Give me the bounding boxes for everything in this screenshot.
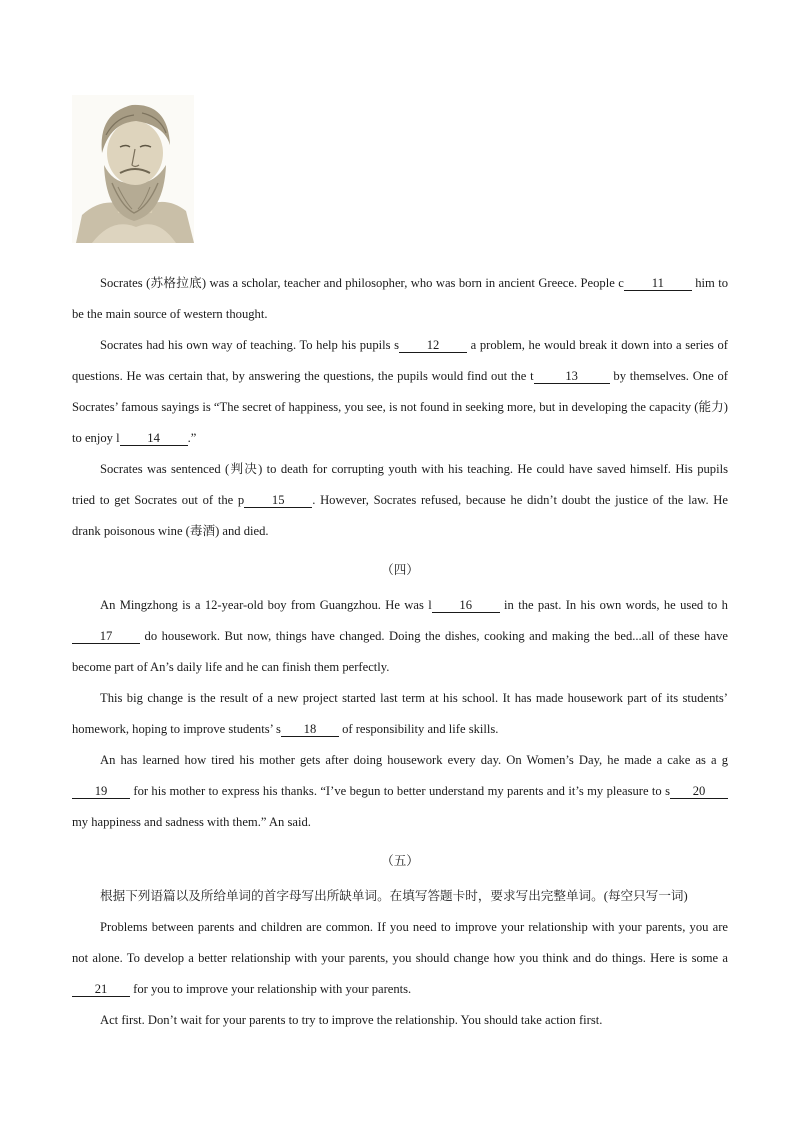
blank-16[interactable]: 16 <box>432 598 500 613</box>
blank-11[interactable]: 11 <box>624 276 692 291</box>
blank-15[interactable]: 15 <box>244 493 312 508</box>
section4-paragraph-1: An Mingzhong is a 12-year-old boy from Guangzhou. He was l 16 in the past. In his own words, he used to h17 do housework. But now, things have changed. Doing the dishes, cooking and making the bed...all of these have become part of An’s daily life and he can finish them perfectly. <box>72 598 728 674</box>
blank-20[interactable]: 20 <box>670 784 728 799</box>
blank-19[interactable]: 19 <box>72 784 130 799</box>
section-5-heading: （五） <box>381 854 419 868</box>
section-4-heading: （四） <box>381 563 419 577</box>
section5-instruction: 根据下列语篇以及所给单词的首字母写出所缺单词。在填写答题卡时，要求写出完整单词。(每空只写一词) <box>100 889 688 903</box>
section5-paragraph-2: Act first. Don’t wait for your parents to try to improve the relationship. You should take action first. <box>100 1013 603 1027</box>
blank-18[interactable]: 18 <box>281 722 339 737</box>
blank-12[interactable]: 12 <box>399 338 467 353</box>
blank-13[interactable]: 13 <box>534 369 610 384</box>
document-body <box>72 268 728 1036</box>
passage3-paragraph-3: Socrates was sentenced (判决) to death for corrupting youth with his teaching. He could have saved himself. His pupils tried to get Socrates out of the p 15 . However, Socrates refused, because he didn’t doubt the justice of the law. He drank poisonous wine (毒酒) and died. <box>72 462 728 538</box>
socrates-portrait <box>72 95 194 243</box>
blank-17[interactable]: 17 <box>72 629 140 644</box>
passage3-paragraph-2: Socrates had his own way of teaching. To help his pupils s 12 a problem, he would break it down into a series of questions. He was certain that, by answering the questions, the pupils would find out the t 13 by themselves. One of Socrates’ famous sayings is “The secret of happiness, you see, is not found in seeking more, but in developing the capacity (能力) to enjoy l 14 .” <box>72 338 728 445</box>
blank-21[interactable]: 21 <box>72 982 130 997</box>
blank-14[interactable]: 14 <box>120 431 188 446</box>
section4-paragraph-3: An has learned how tired his mother gets after doing housework every day. On Women’s Day, he made a cake as a g19 for his mother to express his thanks. “I’ve begun to better understand my parents and it’s my pleasure to s 20 my happiness and sadness with them.” An said. <box>72 753 728 829</box>
passage3-paragraph-1: Socrates (苏格拉底) was a scholar, teacher and philosopher, who was born in ancient Greece. People c 11 him to be the main source of western thought. <box>72 276 729 321</box>
section4-paragraph-2: This big change is the result of a new project started last term at his school. It has made housework part of its students’ homework, hoping to improve students’ s 18 of responsibility and life skills. <box>72 691 728 736</box>
section5-paragraph-1: Problems between parents and children are common. If you need to improve your relationship with your parents, you are not alone. To develop a better relationship with your parents, you should change how you think and do things. Here is some a21 for you to improve your relationship with your parents. <box>72 920 728 996</box>
